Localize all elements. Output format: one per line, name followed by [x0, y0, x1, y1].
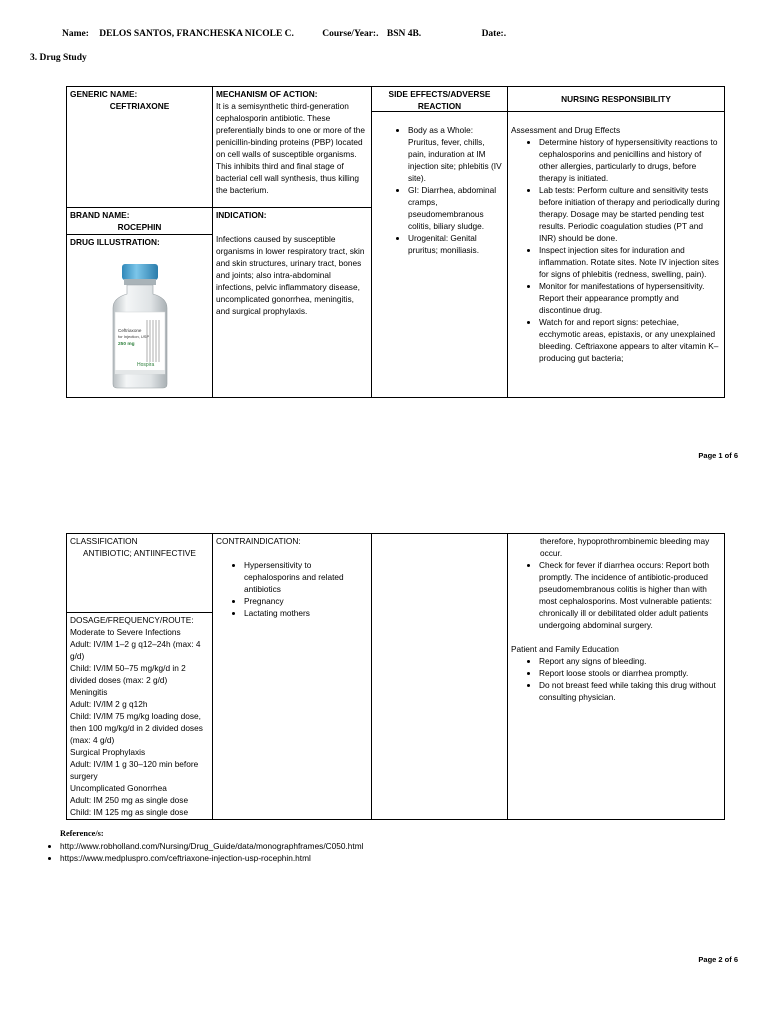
dosage-line: Uncomplicated Gonorrhea [70, 783, 167, 793]
education-item: • Report loose stools or diarrhea promptly. [539, 667, 721, 679]
page-number-2: Page 2 of 6 [698, 955, 738, 964]
side-effects-cell [372, 87, 508, 398]
dosage-line: Moderate to Severe Infections [70, 627, 181, 637]
generic-name-value: CEFTRIAXONE [109, 101, 170, 111]
brand-name-label: BRAND NAME: [70, 210, 130, 220]
drug-vial-image [107, 262, 173, 390]
side-effect-item: • GI: Diarrhea, abdominal cramps, pseudomembranous colitis, biliary sludge. [408, 184, 504, 232]
nursing-item: • Check for fever if diarrhea occurs: Report both promptly. The incidence of antibiotic-produced pseudomembranous colitis is higher than with most cephalosporins. Most vulnerable patients: chronically ill or debilitated older adult patients undergoing abdominal surgery. [539, 559, 721, 631]
indication-cell [213, 208, 372, 398]
generic-name-label: GENERIC NAME: [70, 89, 138, 99]
contraindication-item: • Pregnancy [244, 595, 368, 607]
dosage-label: DOSAGE/FREQUENCY/ROUTE: [70, 615, 194, 625]
name-label: Name: [62, 29, 89, 39]
mechanism-cell [213, 87, 372, 208]
nursing-cell [508, 87, 725, 398]
references [40, 828, 363, 864]
brand-name-cell [67, 208, 213, 235]
illustration-cell [67, 235, 213, 398]
course-label: Course/Year:. [322, 29, 379, 39]
student-name: DELOS SANTOS, FRANCHESKA NICOLE C. [99, 29, 294, 39]
illustration-label: DRUG ILLUSTRATION: [70, 237, 160, 247]
side-effects-list [372, 124, 507, 256]
nursing-list [511, 136, 721, 364]
contraindication-item: • Hypersensitivity to cephalosporins and related antibiotics [244, 559, 368, 595]
dosage-line: Surgical Prophylaxis [70, 747, 146, 757]
dosage-line: Child: IV/IM 75 mg/kg loading dose, then 100 mg/kg/d in 2 divided doses (max: 4 g/d) [70, 711, 203, 745]
dosage-line: Adult: IM 250 mg as single dose [70, 795, 189, 805]
dosage-line: Adult: IV/IM 1 g 30–120 min before surgery [70, 759, 199, 781]
page-header [62, 29, 506, 39]
indication-label: INDICATION: [216, 210, 267, 220]
contraindication-list [216, 559, 368, 619]
nursing-item: • Determine history of hypersensitivity reactions to cephalosporins and penicillins and history of other allergies, particularly to drugs, before therapy is initiated. [539, 136, 721, 184]
date-label: Date:. [481, 29, 507, 39]
drug-study-table-1 [66, 86, 725, 398]
side-effect-item: • Body as a Whole: Pruritus, fever, chills, pain, induration at IM injection site; phlebitis (IV site). [408, 124, 504, 184]
moa-text: It is a semisynthetic third-generation cephalosporin antibiotic. These preferentially binds to one or more of the penicillin-binding proteins (PBP) located on cell walls of susceptible organisms. This inhibits third and final stage of bacterial cell wall synthesis, thus killing the bacterium. [216, 101, 365, 195]
dosage-line: Adult: IV/IM 2 g q12h [70, 699, 148, 709]
nursing-item: • Watch for and report signs: petechiae, ecchymotic areas, epistaxis, or any unexplained bleeding. Ceftriaxone appears to alter vitamin K–producing gut bacteria; [539, 316, 721, 364]
classification-value: ANTIBIOTIC; ANTIINFECTIVE [83, 548, 196, 558]
assessment-heading: Assessment and Drug Effects [511, 125, 621, 135]
references-heading: Reference/s: [60, 829, 104, 838]
moa-label: MECHANISM OF ACTION: [216, 89, 318, 99]
reference-link[interactable]: • http://www.robholland.com/Nursing/Drug_Guide/data/monographframes/C050.html [60, 840, 363, 852]
education-list [511, 655, 721, 703]
dosage-line: Child: IM 125 mg as single dose [70, 807, 189, 817]
section-title: 3. Drug Study [30, 53, 87, 63]
reference-link[interactable]: • https://www.medpluspro.com/ceftriaxone-injection-usp-rocephin.html [60, 852, 363, 864]
nursing-continued-cell [508, 534, 725, 820]
contraindication-item: • Lactating mothers [244, 607, 368, 619]
vial-brand: Hospira [136, 362, 154, 368]
page-number-1: Page 1 of 6 [698, 451, 738, 460]
nursing-label: NURSING RESPONSIBILITY [508, 87, 724, 112]
classification-label: CLASSIFICATION [70, 536, 138, 546]
education-item: • Do not breast feed while taking this drug without consulting physician. [539, 679, 721, 703]
side-effects-label: SIDE EFFECTS/ADVERSE REACTION [372, 87, 507, 112]
indication-text: Infections caused by susceptible organisms in lower respiratory tract, skin and skin structures, urinary tract, bones and joints; also intra-abdominal infections, pelvic inflammatory disease, uncomplicated gonorrhea, meningitis, and surgical prophylaxis. [216, 234, 365, 316]
education-item: • Report any signs of bleeding. [539, 655, 721, 667]
dosage-line: Child: IV/IM 50–75 mg/kg/d in 2 divided doses (max: 2 g/d) [70, 663, 186, 685]
dosage-line: Adult: IV/IM 1–2 g q12–24h (max: 4 g/d) [70, 639, 201, 661]
drug-study-table-2 [66, 533, 725, 820]
course-value: BSN 4B. [386, 29, 422, 39]
nursing-list-continued [511, 559, 721, 631]
vial-line3: 250 mg [117, 342, 135, 347]
references-list [40, 840, 363, 864]
nursing-item: • Lab tests: Perform culture and sensitivity tests before initiation of therapy and periodically during therapy. Dosage may be started pending test results. Periodic coagulation studies (PT and INR) should be done. [539, 184, 721, 244]
dosage-line: Meningitis [70, 687, 108, 697]
nursing-item: • Monitor for manifestations of hypersensitivity. Report their appearance promptly and discontinue drug. [539, 280, 721, 316]
side-effects-continued-cell [372, 534, 508, 820]
generic-name-cell [67, 87, 213, 208]
contraindication-label: CONTRAINDICATION: [216, 536, 301, 546]
classification-cell [67, 534, 213, 613]
side-effect-item: • Urogenital: Genital pruritus; moniliasis. [408, 232, 504, 256]
vial-cap [122, 264, 158, 280]
nursing-continued-text: therefore, hypoprothrombinemic bleeding may occur. [540, 536, 710, 558]
brand-name-value: ROCEPHIN [117, 222, 162, 232]
nursing-item: • Inspect injection sites for induration and inflammation. Rotate sites. Note IV injection sites for signs of phlebitis (redness, swelling, pain). [539, 244, 721, 280]
dosage-cell [67, 613, 213, 820]
contraindication-cell [213, 534, 372, 820]
vial-line1: Ceftriaxone [117, 328, 141, 333]
vial-line2: for Injection, USP [117, 334, 149, 339]
education-heading: Patient and Family Education [511, 644, 619, 654]
